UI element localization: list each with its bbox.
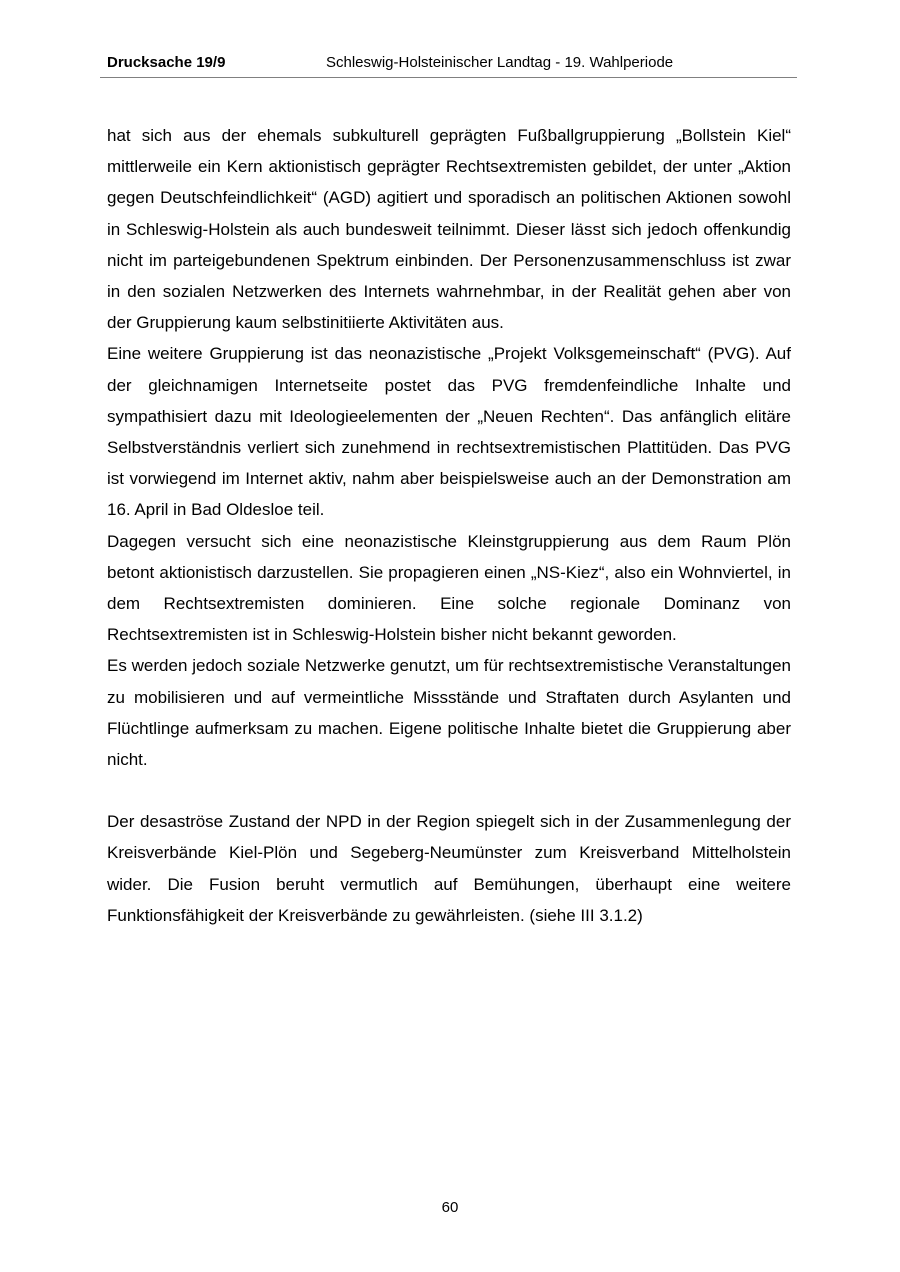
page-number: 60 bbox=[441, 1199, 459, 1216]
header-title: Schleswig-Holsteinischer Landtag - 19. Wahlperiode bbox=[326, 54, 674, 71]
paragraph: Der desaströse Zustand der NPD in der Region spiegelt sich in der Zusammenlegung der Kreisverbände Kiel-Plön und Segeberg-Neumünster zum Kreisverband Mittelholstein wider. Die Fusion beruht vermutlich auf Bemühungen, überhaupt eine weitere Funktionsfähigkeit der Kreisverbände zu gewährleisten. (siehe III 3.1.2) bbox=[107, 812, 791, 925]
paragraph: Eine weitere Gruppierung ist das neonazistische „Projekt Volksgemeinschaft“ (PVG). Auf der gleichnamigen Internetseite postet das PVG fremdenfeindliche Inhalte und sympathisiert dazu mit Ideologieelementen der „Neuen Rechten“. Das anfänglich elitäre Selbstverständnis verliert sich zunehmend in rechtsextremistischen Plattitüden. Das PVG ist vorwiegend im Internet aktiv, nahm aber beispielsweise auch an der Demonstration am 16. April in Bad Oldesloe teil. bbox=[107, 344, 791, 520]
paragraph: Es werden jedoch soziale Netzwerke genutzt, um für rechtsextremistische Veranstaltungen zu mobilisieren und auf vermeintliche Missstände und Straftaten durch Asylanten und Flüchtlinge aufmerksam zu machen. Eigene politische Inhalte bietet die Gruppierung aber nicht. bbox=[107, 656, 791, 770]
paragraph: hat sich aus der ehemals subkulturell geprägten Fußballgruppierung „Bollstein Kiel“ mittlerweile ein Kern aktionistisch geprägter Rechtsextremisten gebildet, der unter „Aktion gegen Deutschfeindlichkeit“ (AGD) agitiert und sporadisch an politischen Aktionen sowohl in Schleswig-Holstein als auch bundesweit teilnimmt. Dieser lässt sich jedoch offenkundig nicht im parteigebundenen Spektrum einbinden. Der Personenzusammenschluss ist zwar in den sozialen Netzwerken des Internets wahrnehmbar, in der Realität gehen aber von der Gruppierung kaum selbstinitiierte Aktivitäten aus. bbox=[107, 126, 791, 333]
body-text bbox=[107, 120, 791, 931]
page-header bbox=[100, 50, 797, 78]
drucksache-number: Drucksache 19/9 bbox=[107, 54, 226, 71]
paragraph: Dagegen versucht sich eine neonazistische Kleinstgruppierung aus dem Raum Plön betont aktionistisch darzustellen. Sie propagieren einen „NS-Kiez“, also ein Wohnviertel, in dem Rechtsextremisten dominieren. Eine solche regionale Dominanz von Rechtsextremisten ist in Schleswig-Holstein bisher nicht bekannt geworden. bbox=[107, 531, 791, 645]
